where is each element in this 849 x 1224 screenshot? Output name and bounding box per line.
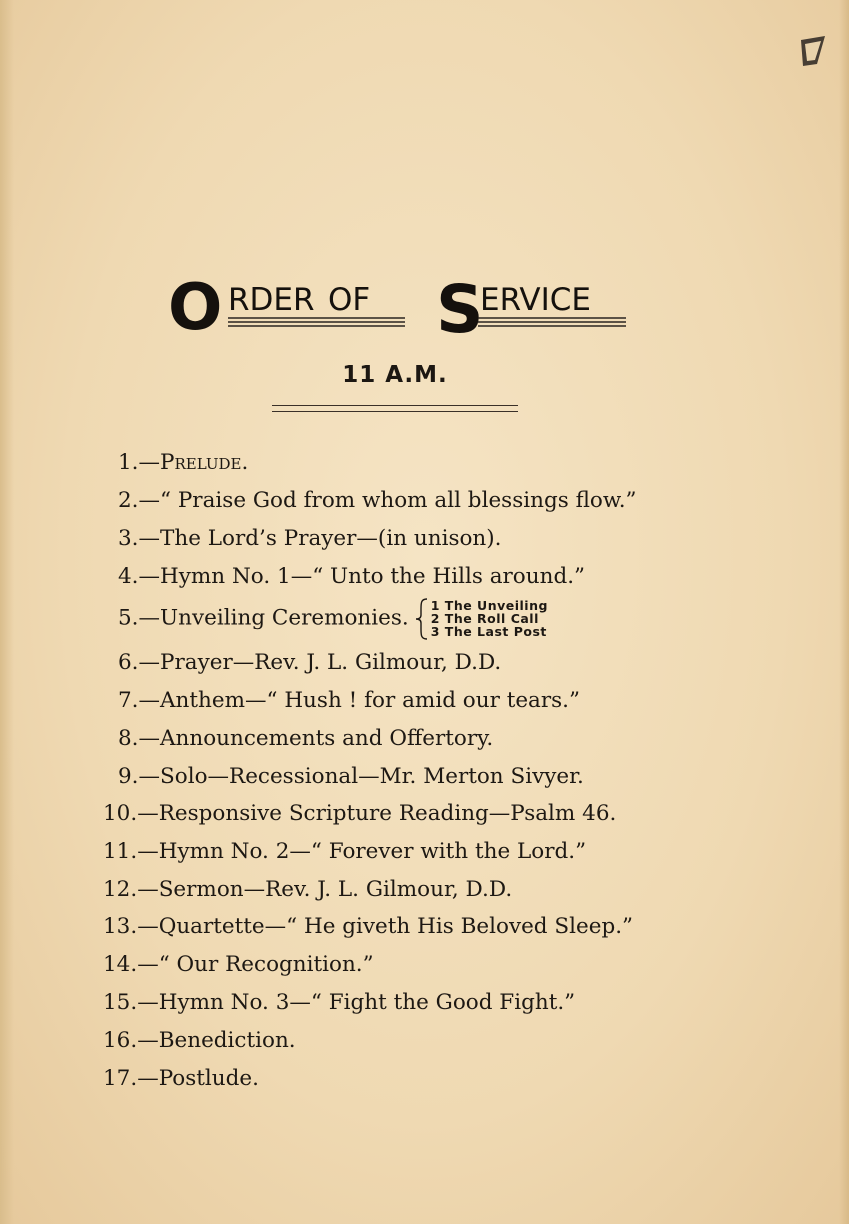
item-number: 10. [103,801,138,826]
paper-edge-left [0,0,14,1224]
item-text: Responsive Scripture Reading—Psalm 46. [158,801,617,826]
item-text: Hymn No. 3—“ Fight the Good Fight.” [158,990,576,1015]
time-divider [272,405,518,412]
item-text: Hymn No. 2—“ Forever with the Lord.” [158,839,587,864]
item-number: 16. [103,1028,138,1053]
item-text: Solo—Recessional—Mr. Merton Sivyer. [160,764,584,789]
item-number: 5. [118,605,139,631]
item-number: 15. [103,990,138,1015]
item-number: 13. [103,914,138,939]
item-text: Sermon—Rev. J. L. Gilmour, D.D. [158,877,513,902]
page-title [0,272,849,342]
item-text: Announcements and Offertory. [160,726,494,751]
item-text: Anthem—“ Hush ! for amid our tears.” [160,688,581,713]
ceremony-subitems [415,599,548,638]
list-item: 5.—Unveiling Ceremonies. 1 The Unveiling 2 The Roll Call 3 The Last Post [118,598,548,639]
list-item: 13.—Quartette—“ He giveth His Beloved Sleep.” [103,914,634,939]
ceremony-item: 2 The Roll Call [430,611,539,626]
list-item: 12.—Sermon—Rev. J. L. Gilmour, D.D. [103,877,513,902]
item-number: 9. [118,764,139,789]
item-text: “ Our Recognition.” [158,952,374,977]
pencil-mark-icon [795,30,831,70]
ceremony-list [431,599,548,638]
item-number: 2. [118,488,139,513]
item-number: 3. [118,526,139,551]
list-item: 15.—Hymn No. 3—“ Fight the Good Fight.” [103,990,576,1015]
ceremony-item: 1 The Unveiling [430,598,548,613]
title-rule-left [228,318,405,326]
item-text: The Lord’s Prayer—(in unison). [160,526,502,551]
item-number: 8. [118,726,139,751]
list-item: 17.—Postlude. [103,1066,259,1091]
item-number: 4. [118,564,139,589]
list-item: 6.—Prayer—Rev. J. L. Gilmour, D.D. [118,650,502,675]
title-word-order: RDER [228,282,315,318]
list-item: 14.—“ Our Recognition.” [103,952,374,977]
list-item: 10.—Responsive Scripture Reading—Psalm 46. [103,801,617,826]
list-item: 7.—Anthem—“ Hush ! for amid our tears.” [118,688,581,713]
title-rule-right [478,318,626,326]
service-time: 11 A.M. [342,362,448,388]
item-number: 11. [103,839,138,864]
title-initial-o: O [168,272,223,342]
title-word-service: ERVICE [480,282,592,318]
item-text: Prelude. [160,450,249,475]
list-item: 9.—Solo—Recessional—Mr. Merton Sivyer. [118,764,584,789]
item-number: 7. [118,688,139,713]
curly-brace-icon [415,597,429,641]
ceremony-item: 3 The Last Post [430,624,547,639]
item-text: Unveiling Ceremonies. [160,605,409,631]
item-text: Hymn No. 1—“ Unto the Hills around.” [160,564,586,589]
item-text: “ Praise God from whom all blessings flow.” [160,488,637,513]
paper-edge-right [839,0,849,1224]
title-word-of: OF [328,282,371,318]
item-number: 1. [118,450,139,475]
list-item: 4.—Hymn No. 1—“ Unto the Hills around.” [118,564,586,589]
item-number: 14. [103,952,138,977]
list-item: 3.—The Lord’s Prayer—(in unison). [118,526,502,551]
item-number: 6. [118,650,139,675]
list-item: 1.—Prelude. [118,450,249,475]
item-text: Benediction. [158,1028,296,1053]
list-item: 11.—Hymn No. 2—“ Forever with the Lord.” [103,839,587,864]
item-text: Quartette—“ He giveth His Beloved Sleep.” [158,914,634,939]
list-item: 16.—Benediction. [103,1028,296,1053]
item-number: 12. [103,877,138,902]
item-text: Prayer—Rev. J. L. Gilmour, D.D. [160,650,502,675]
item-number: 17. [103,1066,138,1091]
list-item: 8.—Announcements and Offertory. [118,726,494,751]
list-item: 2.—“ Praise God from whom all blessings flow.” [118,488,637,513]
item-text: Postlude. [158,1066,259,1091]
title-initial-s: S [436,272,484,342]
